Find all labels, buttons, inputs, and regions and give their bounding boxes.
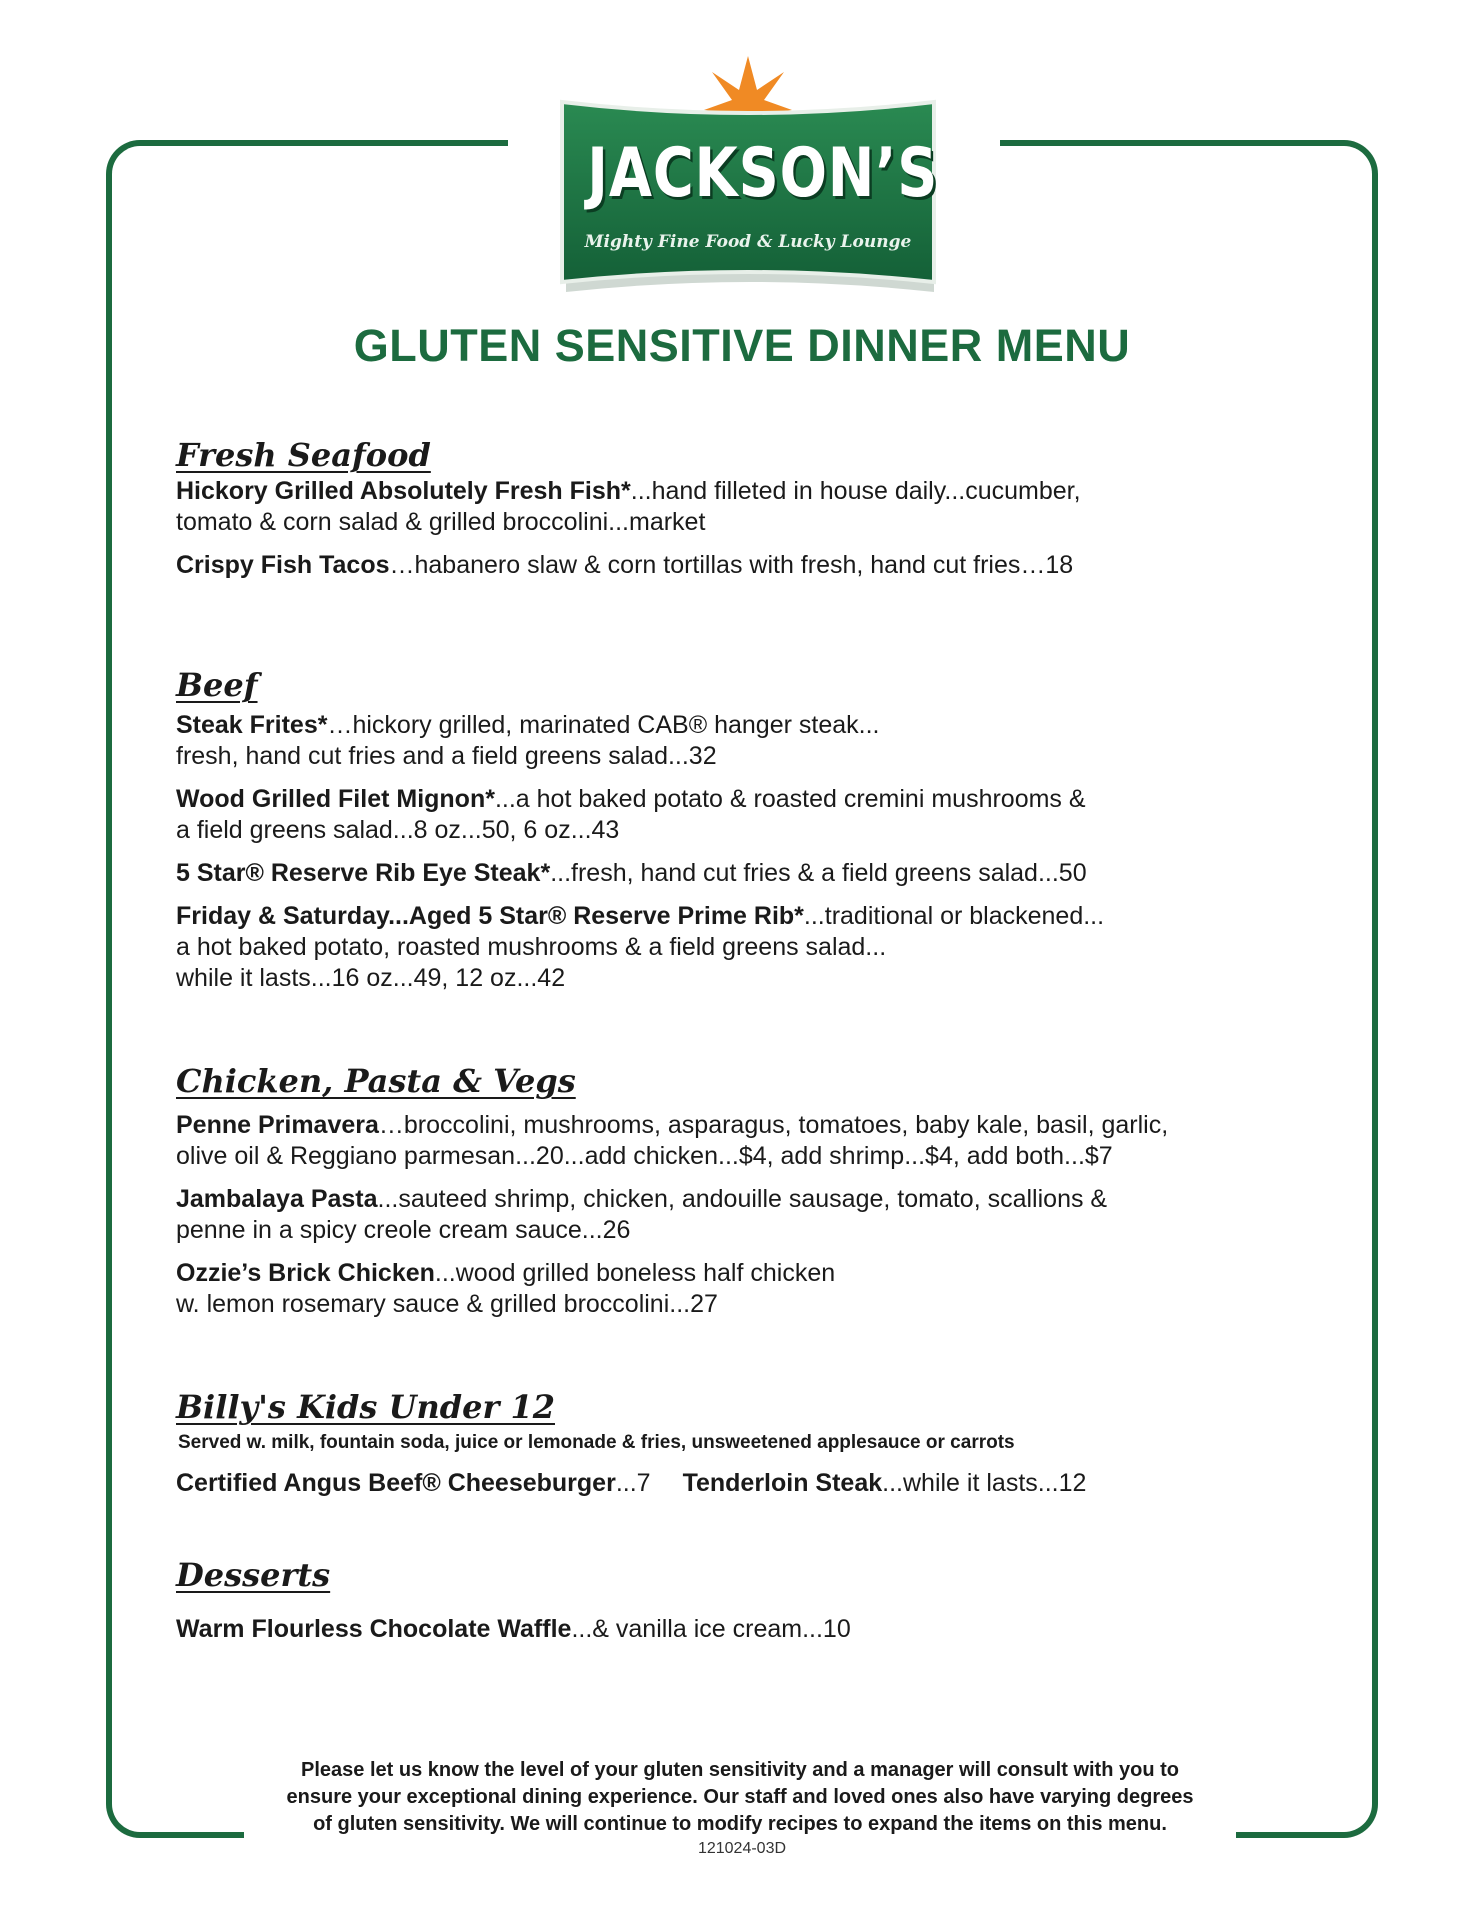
item-name: Penne Primavera — [176, 1111, 379, 1139]
item-desc: ...while it lasts...12 — [882, 1469, 1087, 1497]
item-desc: ...hand filleted in house daily...cucumber, — [630, 477, 1081, 505]
item-desc: fresh, hand cut fries and a field greens salad...32 — [176, 742, 717, 770]
item-name: Crispy Fish Tacos — [176, 551, 390, 579]
menu-item-kids — [176, 1468, 1276, 1499]
frame-top-left-line — [160, 140, 508, 146]
logo-wordmark: JACKSON’S — [587, 134, 939, 213]
item-name: Certified Angus Beef® Cheeseburger — [176, 1469, 616, 1497]
menu-item-jambalaya-pasta — [176, 1184, 1276, 1246]
menu-item-rib-eye — [176, 858, 1276, 889]
item-desc: …habanero slaw & corn tortillas with fresh, hand cut fries…18 — [389, 551, 1074, 579]
logo-tagline: Mighty Fine Food & Lucky Lounge — [584, 232, 912, 252]
disclaimer-line: of gluten sensitivity. We will continue to modify recipes to expand the items on this menu. — [313, 1813, 1167, 1835]
frame-right-border — [1318, 140, 1378, 1838]
item-desc: ...sauteed shrimp, chicken, andouille sausage, tomato, scallions & — [377, 1185, 1108, 1213]
item-name: Hickory Grilled Absolutely Fresh Fish* — [176, 477, 631, 505]
item-desc: ...& vanilla ice cream...10 — [571, 1615, 851, 1643]
section-title-desserts: Desserts — [176, 1556, 331, 1594]
item-desc: ...traditional or blackened... — [803, 902, 1105, 930]
frame-top-right-line — [1000, 140, 1324, 146]
item-desc: ...7 — [615, 1469, 651, 1497]
disclaimer-line: Please let us know the level of your gluten sensitivity and a manager will consult with you to — [301, 1759, 1179, 1781]
menu-title: GLUTEN SENSITIVE DINNER MENU — [353, 320, 1131, 371]
item-name: Ozzie’s Brick Chicken — [176, 1259, 435, 1287]
disclaimer-line: ensure your exceptional dining experience. Our staff and loved ones also have varying degrees — [286, 1786, 1194, 1808]
item-name: Warm Flourless Chocolate Waffle — [176, 1615, 572, 1643]
menu-item-steak-frites — [176, 710, 1276, 772]
item-desc: ...wood grilled boneless half chicken — [434, 1259, 836, 1287]
item-desc: ...fresh, hand cut fries & a field greens salad...50 — [550, 859, 1087, 887]
menu-item-fish-tacos — [176, 550, 1276, 581]
section-title-beef: Beef — [176, 666, 258, 704]
item-name: 5 Star® Reserve Rib Eye Steak* — [176, 859, 551, 887]
item-name: Tenderloin Steak — [682, 1469, 883, 1497]
item-desc: penne in a spicy creole cream sauce...26 — [176, 1216, 631, 1244]
menu-code: 121024-03D — [697, 1840, 787, 1857]
frame-bottom-right-line — [1236, 1832, 1324, 1838]
item-desc: w. lemon rosemary sauce & grilled broccolini...27 — [176, 1290, 718, 1318]
section-title-seafood: Fresh Seafood — [176, 436, 431, 474]
item-name: Jambalaya Pasta — [176, 1185, 378, 1213]
section-title-kids: Billy's Kids Under 12 — [176, 1388, 555, 1426]
item-name: Friday & Saturday...Aged 5 Star® Reserve Prime Rib* — [176, 902, 804, 930]
menu-item-brick-chicken — [176, 1258, 1276, 1320]
kids-note: Served w. milk, fountain soda, juice or lemonade & fries, unsweetened applesauce or carrots — [178, 1432, 1015, 1453]
item-desc: olive oil & Reggiano parmesan...20...add chicken...$4, add shrimp...$4, add both...$7 — [176, 1142, 1113, 1170]
item-name: Wood Grilled Filet Mignon* — [176, 785, 495, 813]
menu-item-penne-primavera — [176, 1110, 1276, 1172]
frame-left-border — [106, 140, 166, 1838]
item-desc: …hickory grilled, marinated CAB® hanger steak... — [327, 711, 880, 739]
item-desc: a field greens salad...8 oz...50, 6 oz...43 — [176, 816, 620, 844]
item-desc: tomato & corn salad & grilled broccolini...market — [176, 508, 706, 536]
gluten-disclaimer — [240, 1757, 1240, 1838]
frame-bottom-left-line — [160, 1832, 244, 1838]
item-desc: while it lasts...16 oz...49, 12 oz...42 — [176, 964, 566, 992]
menu-item-fresh-fish — [176, 476, 1276, 538]
menu-item-filet-mignon — [176, 784, 1276, 846]
section-title-chicken-pasta-vegs: Chicken, Pasta & Vegs — [176, 1062, 576, 1100]
menu-item-prime-rib — [176, 901, 1276, 994]
item-desc: ...a hot baked potato & roasted cremini mushrooms & — [494, 785, 1086, 813]
item-name: Steak Frites* — [176, 711, 328, 739]
brand-logo — [552, 54, 944, 302]
menu-item-chocolate-waffle — [176, 1614, 1276, 1645]
item-desc: …broccolini, mushrooms, asparagus, tomatoes, baby kale, basil, garlic, — [378, 1111, 1169, 1139]
item-desc: a hot baked potato, roasted mushrooms & a field greens salad... — [176, 933, 887, 961]
